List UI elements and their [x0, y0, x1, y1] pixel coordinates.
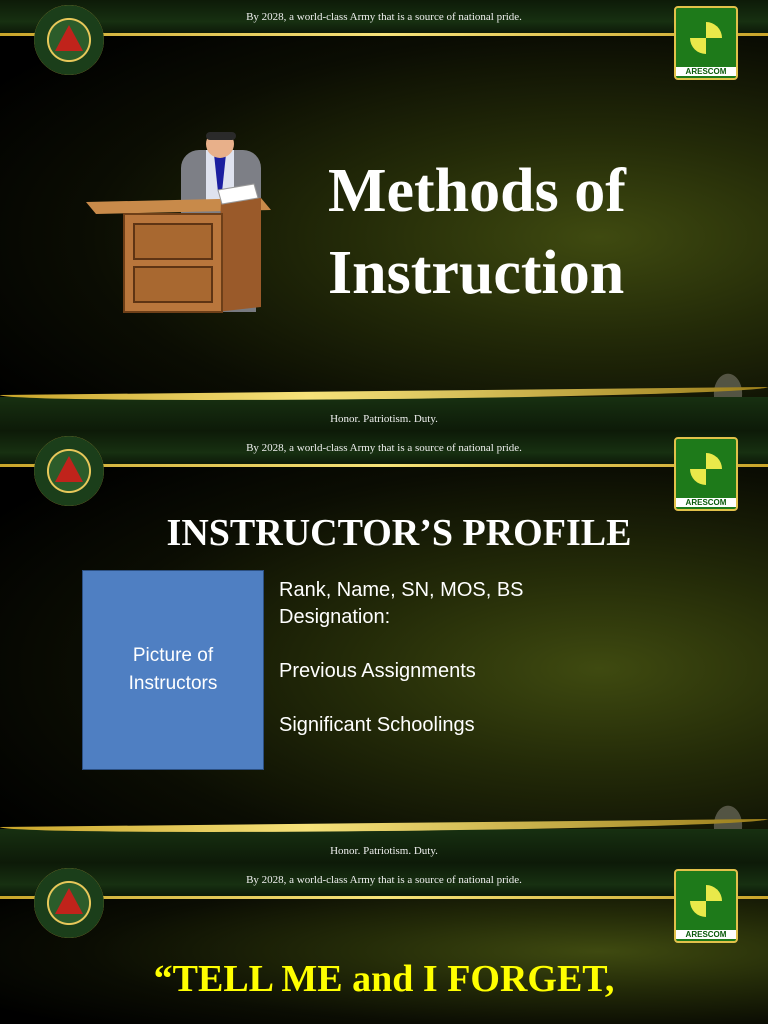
header-motto: By 2028, a world-class Army that is a source of national pride. — [246, 874, 522, 886]
footer-motto: Honor. Patriotism. Duty. — [330, 845, 438, 857]
profile-designation-line: Designation: — [279, 606, 391, 628]
top-banner — [0, 431, 768, 467]
arescom-label: ARESCOM — [676, 498, 736, 507]
title-line-1: Methods of — [328, 157, 626, 225]
profile-rank-line: Rank, Name, SN, MOS, BS — [279, 579, 524, 601]
title-line-2: Instruction — [328, 239, 625, 307]
army-seal-icon — [34, 868, 104, 938]
slide-3 — [0, 863, 768, 1024]
slide-1 — [0, 0, 768, 431]
arescom-label: ARESCOM — [676, 930, 736, 939]
profile-details — [279, 577, 524, 739]
top-banner — [0, 0, 768, 36]
bottom-banner — [0, 829, 768, 863]
arescom-badge-icon — [674, 869, 738, 943]
army-seal-icon — [34, 436, 104, 506]
arescom-label: ARESCOM — [676, 67, 736, 76]
slide-2-title: INSTRUCTOR’S PROFILE — [166, 512, 632, 554]
placeholder-line-1: Picture of — [132, 645, 214, 666]
arescom-badge-icon — [674, 437, 738, 511]
slide-2 — [0, 431, 768, 863]
slide-1-title — [328, 150, 626, 314]
footer-motto: Honor. Patriotism. Duty. — [330, 413, 438, 425]
arescom-badge-icon — [674, 6, 738, 80]
bottom-banner — [0, 397, 768, 431]
top-banner — [0, 863, 768, 899]
instructor-picture-placeholder — [82, 570, 264, 770]
army-seal-icon — [34, 5, 104, 75]
placeholder-line-2: Instructors — [128, 673, 218, 694]
spacer — [279, 631, 524, 658]
speaker-at-podium-icon — [86, 132, 286, 317]
profile-assignments-line: Previous Assignments — [279, 660, 476, 682]
spacer — [279, 685, 524, 712]
header-motto: By 2028, a world-class Army that is a source of national pride. — [246, 11, 522, 23]
profile-schoolings-line: Significant Schoolings — [279, 714, 475, 736]
slide-3-quote: “TELL ME and I FORGET, — [153, 958, 615, 1000]
header-motto: By 2028, a world-class Army that is a source of national pride. — [246, 442, 522, 454]
